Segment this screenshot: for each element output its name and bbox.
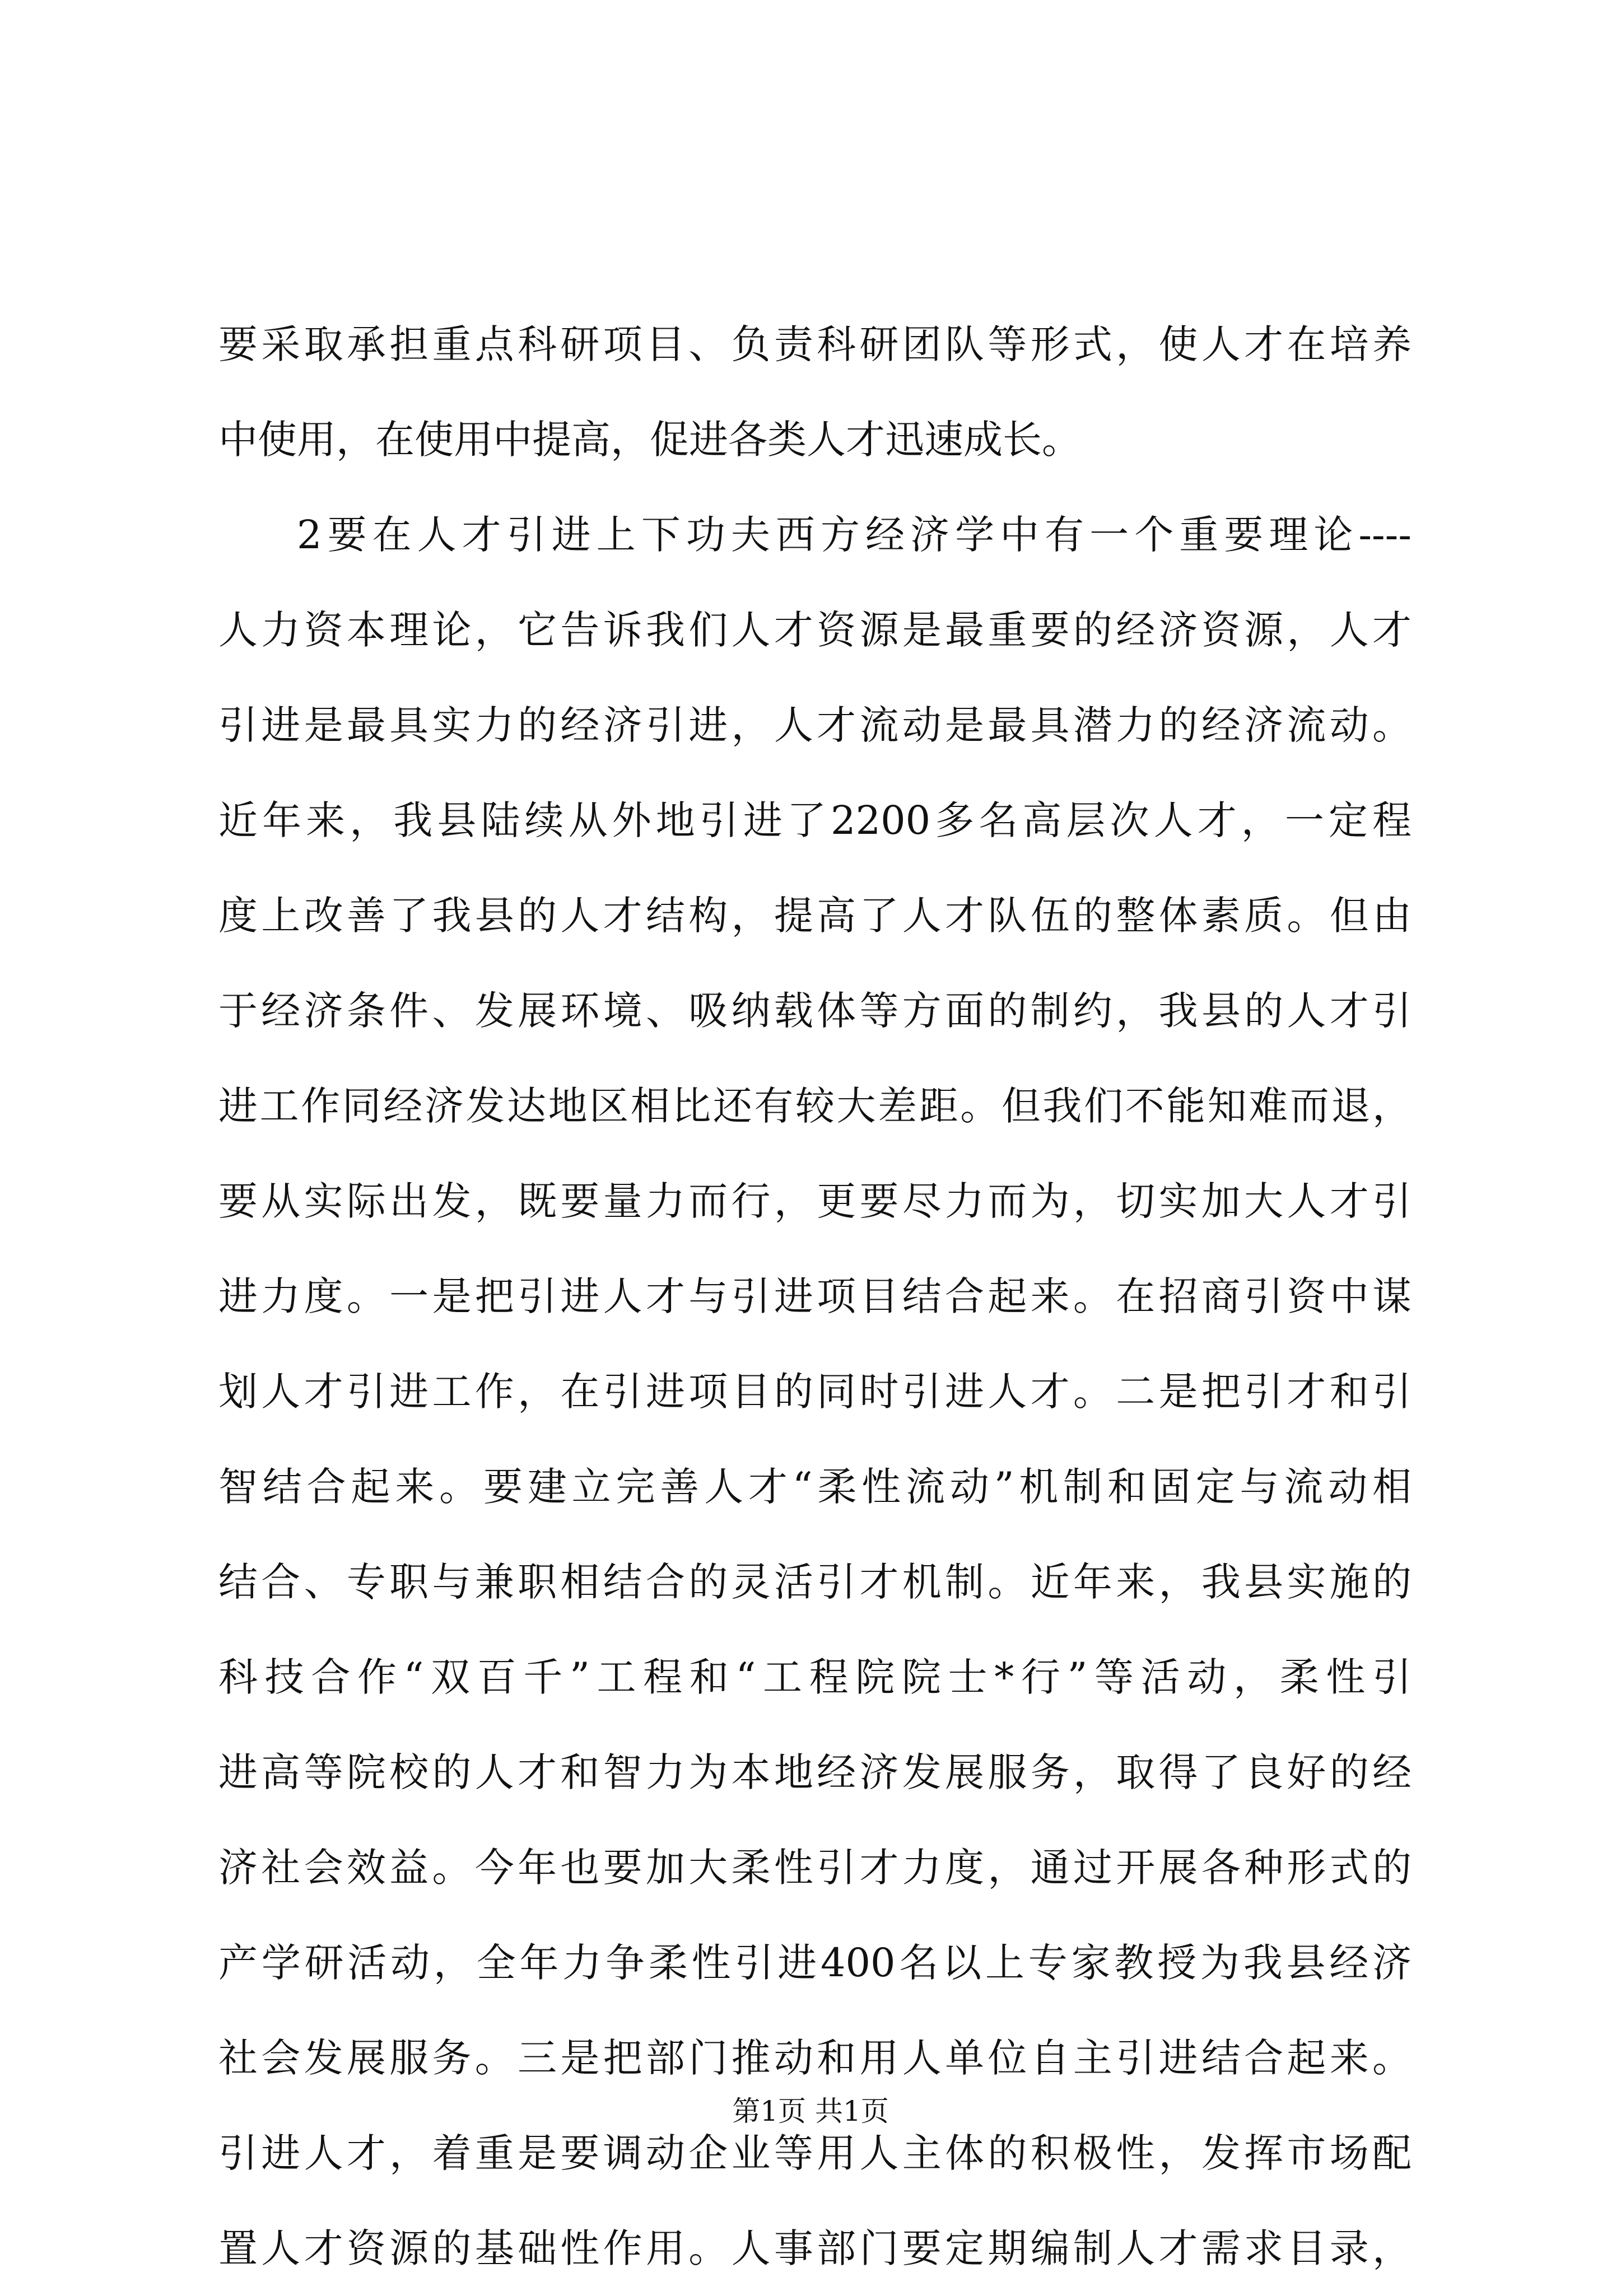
text-line: 济社会效益。今年也要加大柔性引才力度，通过开展各种形式的 [218, 1845, 1412, 1891]
text-line: 结合、专职与兼职相结合的灵活引才机制。近年来，我县实施的 [218, 1559, 1412, 1605]
text-line: 划人才引进工作，在引进项目的同时引进人才。二是把引才和引 [218, 1369, 1412, 1415]
page-number: 第1页 共1页 [732, 2095, 889, 2127]
text-line: 于经济条件、发展环境、吸纳载体等方面的制约，我县的人才引 [218, 988, 1412, 1034]
text-line: 要采取承担重点科研项目、负责科研团队等形式，使人才在培养 [218, 321, 1412, 367]
text-line: 人力资本理论，它告诉我们人才资源是最重要的经济资源，人才 [218, 607, 1412, 653]
text-line: 2要在人才引进上下功夫西方经济学中有一个重要理论---- [297, 512, 1412, 558]
text-line: 进高等院校的人才和智力为本地经济发展服务，取得了良好的经 [218, 1749, 1412, 1795]
text-line: 智结合起来。要建立完善人才“柔性流动”机制和固定与流动相 [218, 1464, 1412, 1510]
text-line: 产学研活动，全年力争柔性引进400名以上专家教授为我县经济 [218, 1940, 1412, 1986]
text-line: 要从实际出发，既要量力而行，更要尽力而为，切实加大人才引 [218, 1178, 1412, 1224]
text-line: 进工作同经济发达地区相比还有较大差距。但我们不能知难而退， [218, 1083, 1412, 1129]
text-line: 进力度。一是把引进人才与引进项目结合起来。在招商引资中谋 [218, 1273, 1412, 1319]
text-line: 科技合作“双百千”工程和“工程院院士*行”等活动，柔性引 [218, 1654, 1412, 1700]
text-line: 引进是最具实力的经济引进，人才流动是最具潜力的经济流动。 [218, 702, 1412, 748]
text-line: 置人才资源的基础性作用。人事部门要定期编制人才需求目录， [218, 2225, 1412, 2271]
text-line: 中使用，在使用中提高，促进各类人才迅速成长。 [218, 417, 1081, 463]
text-line: 引进人才，着重是要调动企业等用人主体的积极性，发挥市场配 [218, 2130, 1412, 2176]
text-line: 社会发展服务。三是把部门推动和用人单位自主引进结合起来。 [218, 2035, 1412, 2081]
body-text [218, 297, 1412, 2296]
text-line: 度上改善了我县的人才结构，提高了人才队伍的整体素质。但由 [218, 893, 1412, 939]
text-line: 近年来，我县陆续从外地引进了2200多名高层次人才，一定程 [218, 797, 1412, 843]
page-footer [0, 2092, 1621, 2131]
